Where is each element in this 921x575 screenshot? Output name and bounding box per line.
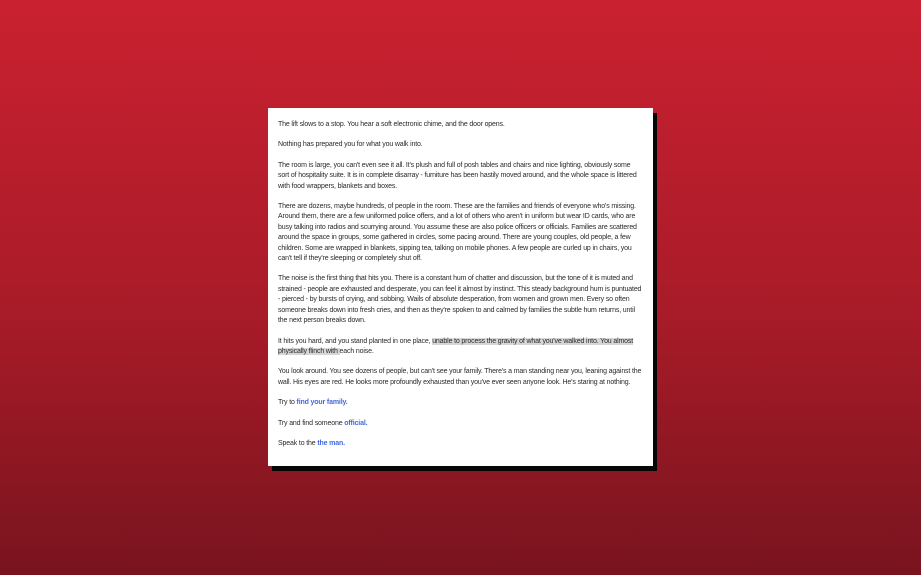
choice-prefix: Speak to the bbox=[278, 439, 318, 447]
story-card bbox=[268, 108, 653, 466]
story-paragraph: The lift slows to a stop. You hear a soft electronic chime, and the door opens. bbox=[278, 121, 505, 128]
choice-link-find-your-family[interactable]: find your family. bbox=[296, 399, 348, 407]
story-paragraph bbox=[278, 337, 642, 358]
paragraph-text: It hits you hard, and you stand planted in one place, bbox=[278, 337, 433, 345]
story-paragraph: The room is large, you can't even see it all. It's plush and full of posh tables and chairs and nice lighting, obviously some sort of hospitality suite. It is in complete disarray - furniture has been hastily moved around, and the whole space is littered with food wrappers, blankets and boxes. bbox=[278, 161, 637, 190]
choice-link-the-man[interactable]: the man. bbox=[317, 439, 345, 447]
choice-prefix: Try to bbox=[278, 399, 297, 407]
choice-line-official bbox=[278, 419, 642, 429]
story-paragraph: Nothing has prepared you for what you walk into. bbox=[278, 141, 423, 149]
paragraph-text: each noise. bbox=[339, 347, 374, 355]
choice-link-official[interactable]: official. bbox=[344, 419, 368, 427]
story-paragraph: There are dozens, maybe hundreds, of people in the room. These are the families and friends of everyone who's missing. Around them, there are a few uniformed police offers, and a lot of others who aren't in uniform but wear ID cards, who are busy talking into radios and scurrying around. You assume these are also police officers or officials. Families are scattered around the space in groups, some gathered in circles, some pacing around. There are young couples, old people, a few children. Some are wrapped in blankets, sipping tea, talking on mobile phones. A few people are curled up in chairs, you can't tell if they're sleeping or completely shut off. bbox=[278, 203, 637, 263]
selected-text: unable to process the gravity of what you've walked into. You almost physically flinch with bbox=[278, 337, 634, 355]
choice-line-the-man bbox=[278, 439, 642, 449]
choice-prefix: Try and find someone bbox=[278, 419, 345, 427]
story-paragraph: You look around. You see dozens of people, but can't see your family. There's a man standing near you, leaning against the wall. His eyes are red. He looks more profoundly exhausted than you've ever seen anyone look. He's staring at nothing. bbox=[278, 368, 642, 386]
choice-line-find-family bbox=[278, 398, 642, 408]
story-paragraph: The noise is the first thing that hits you. There is a constant hum of chatter and discussion, but the tone of it is muted and strained - people are exhausted and desperate, you can feel it almost by instinct. This steady background hum is puntuated - pierced - by bursts of crying, and sobbing. Wails of absolute desperation, from women and grown men. Every so often someone breaks down into fresh cries, and then as they're spoken to and calmed by families the subtle hum returns, until the next person breaks down. bbox=[278, 275, 642, 325]
